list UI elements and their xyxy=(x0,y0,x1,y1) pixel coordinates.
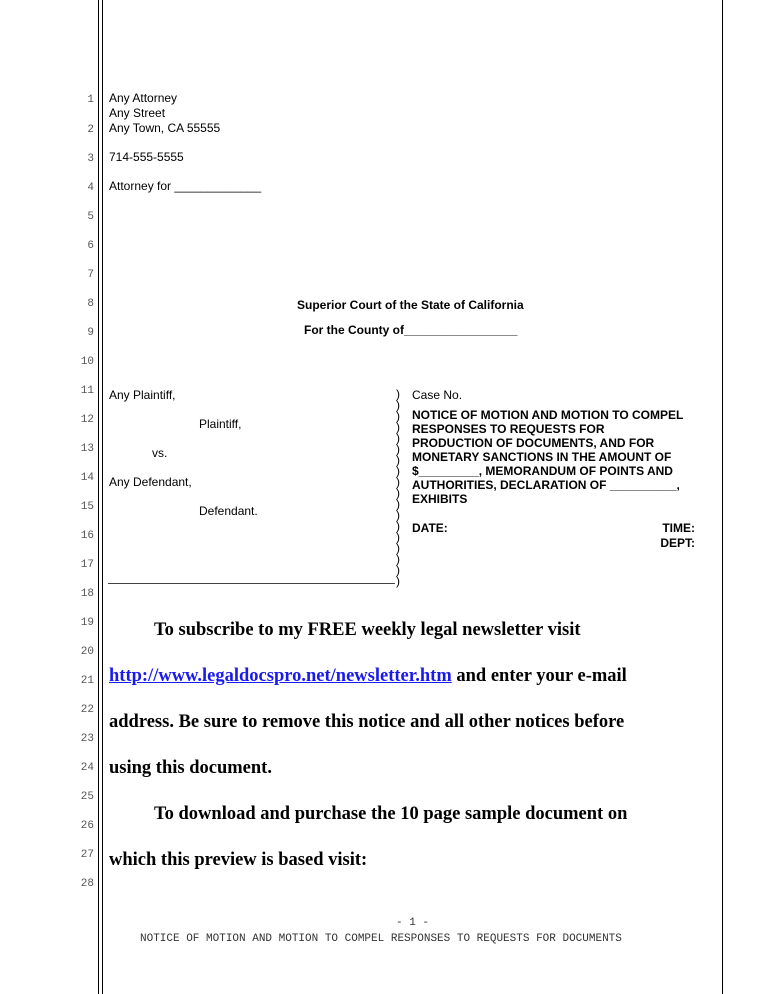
paren: ) xyxy=(396,387,400,401)
paren: ) xyxy=(396,563,400,577)
paren: ) xyxy=(396,574,400,588)
line-number: 16 xyxy=(80,530,94,542)
document-title-line: MONETARY SANCTIONS IN THE AMOUNT OF xyxy=(412,450,672,464)
line-number: 27 xyxy=(80,849,94,861)
plaintiff-name: Any Plaintiff, xyxy=(109,388,176,402)
defendant-name: Any Defendant, xyxy=(109,475,192,489)
page-number: - 1 - xyxy=(396,917,430,929)
line-number: 14 xyxy=(80,472,94,484)
caption-underline xyxy=(108,583,395,584)
court-name: Superior Court of the State of California xyxy=(297,298,524,312)
document-title-line: PRODUCTION OF DOCUMENTS, AND FOR xyxy=(412,436,655,450)
court-county: For the County of_________________ xyxy=(304,323,518,337)
line-number: 15 xyxy=(80,501,94,513)
newsletter-link[interactable]: http://www.legaldocspro.net/newsletter.htm xyxy=(109,666,452,686)
line-number: 18 xyxy=(80,588,94,600)
line-number: 2 xyxy=(87,124,94,136)
paren: ) xyxy=(396,508,400,522)
paren: ) xyxy=(396,541,400,555)
defendant-label: Defendant. xyxy=(199,504,258,518)
attorney-street: Any Street xyxy=(109,106,166,120)
paren: ) xyxy=(396,409,400,423)
notice-line: address. Be sure to remove this notice and all other notices before xyxy=(109,712,625,732)
plaintiff-label: Plaintiff, xyxy=(199,417,242,431)
paren: ) xyxy=(396,464,400,478)
footer-title: NOTICE OF MOTION AND MOTION TO COMPEL RESPONSES TO REQUESTS FOR DOCUMENTS xyxy=(140,933,622,945)
attorney-name: Any Attorney xyxy=(109,91,178,105)
line-number: 17 xyxy=(80,559,94,571)
paren: ) xyxy=(396,442,400,456)
paren: ) xyxy=(396,475,400,489)
notice-line: using this document. xyxy=(109,758,272,778)
paren: ) xyxy=(396,552,400,566)
versus: vs. xyxy=(152,446,168,460)
line-number: 8 xyxy=(87,298,94,310)
paren: ) xyxy=(396,486,400,500)
line-number: 9 xyxy=(87,327,94,339)
line-number: 28 xyxy=(80,878,94,890)
document-title-line: EXHIBITS xyxy=(412,492,468,506)
line-number: 20 xyxy=(80,646,94,658)
hearing-date-label: DATE: xyxy=(412,521,448,535)
line-number: 4 xyxy=(87,182,94,194)
line-number: 10 xyxy=(80,356,94,368)
attorney-phone: 714-555-5555 xyxy=(109,150,184,164)
paren: ) xyxy=(396,431,400,445)
paren: ) xyxy=(396,453,400,467)
attorney-for: Attorney for _____________ xyxy=(109,179,262,193)
document-title-line: RESPONSES TO REQUESTS FOR xyxy=(412,422,605,436)
notice-line: which this preview is based visit: xyxy=(109,850,368,870)
attorney-city: Any Town, CA 55555 xyxy=(109,121,221,135)
margin-rule-left-outer xyxy=(98,0,99,994)
document-title-line: AUTHORITIES, DECLARATION OF __________, xyxy=(412,478,680,492)
line-number: 5 xyxy=(87,211,94,223)
paren: ) xyxy=(396,530,400,544)
line-number: 13 xyxy=(80,443,94,455)
margin-rule-left-inner xyxy=(102,0,103,994)
line-number: 1 xyxy=(87,94,94,106)
line-number: 21 xyxy=(80,675,94,687)
line-number: 22 xyxy=(80,704,94,716)
line-number: 24 xyxy=(80,762,94,774)
case-number-label: Case No. xyxy=(412,388,463,402)
line-number: 26 xyxy=(80,820,94,832)
line-number: 19 xyxy=(80,617,94,629)
margin-rule-right xyxy=(722,0,723,994)
notice-line: To download and purchase the 10 page sample document on xyxy=(154,804,628,824)
paren: ) xyxy=(396,519,400,533)
line-number: 3 xyxy=(87,153,94,165)
paren: ) xyxy=(396,420,400,434)
paren: ) xyxy=(396,398,400,412)
hearing-dept-label: DEPT: xyxy=(660,536,695,550)
notice-line: To subscribe to my FREE weekly legal newsletter visit xyxy=(154,620,581,640)
notice-line-rest: and enter your e-mail xyxy=(451,666,627,686)
paren: ) xyxy=(396,497,400,511)
line-number: 7 xyxy=(87,269,94,281)
notice-line xyxy=(109,666,627,687)
line-number: 23 xyxy=(80,733,94,745)
line-number: 12 xyxy=(80,414,94,426)
line-number: 25 xyxy=(80,791,94,803)
line-number: 11 xyxy=(80,385,94,397)
document-title-line: NOTICE OF MOTION AND MOTION TO COMPEL xyxy=(412,408,684,422)
line-number: 6 xyxy=(87,240,94,252)
hearing-time-label: TIME: xyxy=(662,521,695,535)
document-title-line: $_________, MEMORANDUM OF POINTS AND xyxy=(412,464,673,478)
